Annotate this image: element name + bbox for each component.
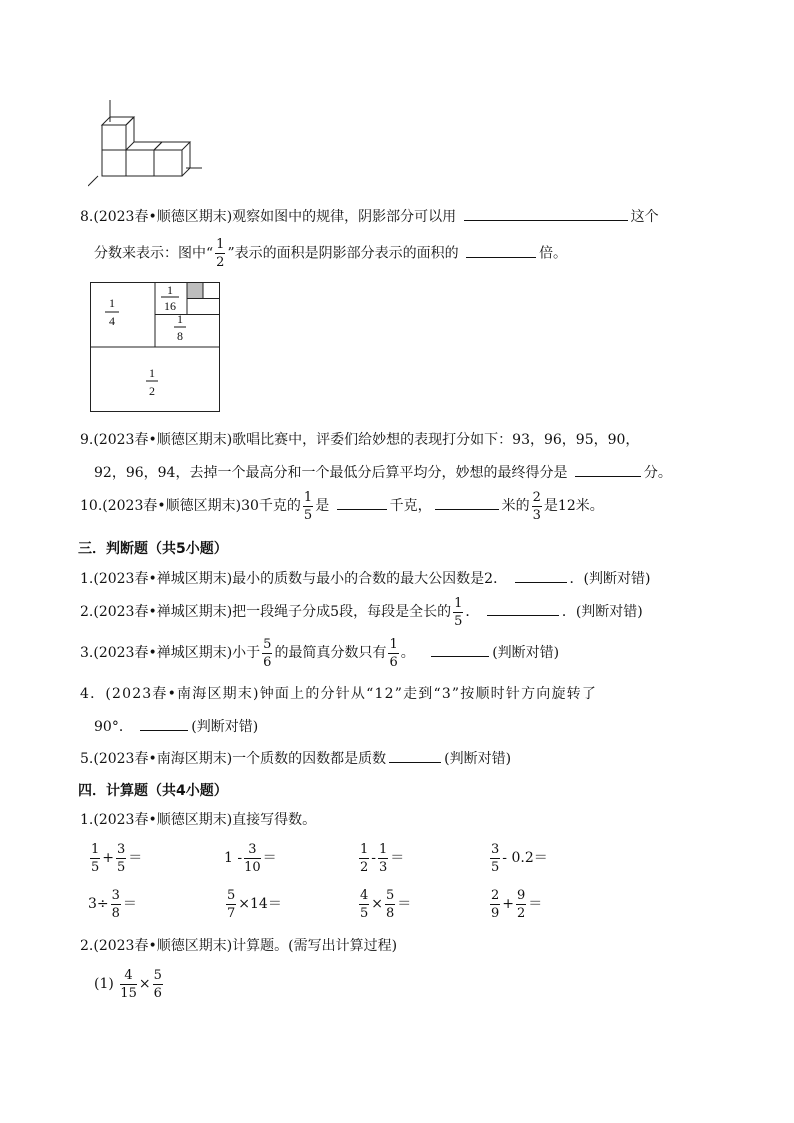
s3-q4-line1: 4．(2023春•南海区期末)钟面上的分针从“12”走到“3”按顺时针方向旋转了 [80, 686, 598, 702]
calc-r1-e3: $\frac{1}{2}$ - $\frac{1}{3}$ ＝ [360, 841, 405, 875]
calc-r2-e2: $\frac{5}{7}$ ×14＝ [227, 887, 282, 921]
s3-q1-blank[interactable] [515, 566, 567, 583]
s3-q5: 5.(2023春•南海区期末)一个质数的因数都是质数 (判断对错) [80, 746, 511, 770]
svg-text:1: 1 [149, 366, 155, 380]
q10-blank-2[interactable] [435, 493, 499, 510]
axis-x [88, 176, 98, 186]
q8-line2: 分数来表示：图中“ $\frac{1}{2}$ ”表示的面积是阴影部分表示的面积的 倍。 [94, 237, 568, 270]
s3-q2-blank[interactable] [487, 599, 559, 616]
s3-q1: 1.(2023春•禅城区期末)最小的质数与最小的合数的最大公因数是2． ．(判断对错) [80, 566, 650, 590]
calc-r1-e2: 1 - $\frac{3}{10}$ ＝ [224, 841, 277, 875]
svg-text:1: 1 [109, 296, 115, 310]
q8-line1: 8.(2023春•顺德区期末)观察如图中的规律，阴影部分可以用 这个 [80, 204, 659, 228]
calc-r1-e4: $\frac{3}{5}$ - 0.2＝ [491, 841, 548, 875]
q9-line2: 92，96，94，去掉一个最高分和一个最低分后算平均分，妙想的最终得分是 分。 [94, 460, 672, 484]
svg-text:8: 8 [177, 329, 183, 343]
s3-q4-blank[interactable] [140, 714, 188, 731]
fraction-square-diagram [89, 281, 221, 413]
svg-text:1: 1 [177, 312, 183, 326]
svg-text:16: 16 [164, 299, 176, 313]
s3-q3-fraction-2: $\frac{1}{6}$ [389, 636, 398, 670]
q10-line: 10.(2023春•顺德区期末)30千克的 $\frac{1}{5}$ 是 千克， 米的 $\frac{2}{3}$ 是12米。 [80, 489, 604, 523]
q9-line1: 9.(2023春•顺德区期末)歌唱比赛中，评委们给妙想的表现打分如下：93，96，95，90， [80, 432, 640, 448]
q8-blank-1[interactable] [464, 204, 628, 221]
s3-q2-fraction: $\frac{1}{5}$ [454, 595, 463, 629]
q10-fraction-2: $\frac{2}{3}$ [532, 489, 541, 523]
svg-text:1: 1 [167, 283, 173, 297]
calc-r2-e3: $\frac{4}{5}$ × $\frac{5}{8}$ ＝ [360, 887, 412, 921]
s4-q2: 2.(2023春•顺德区期末)计算题。(需写出计算过程) [80, 938, 398, 954]
q8-blank-2[interactable] [466, 241, 536, 258]
q9-blank[interactable] [575, 460, 641, 477]
s3-q3-blank[interactable] [431, 640, 489, 657]
s3-q5-blank[interactable] [389, 746, 441, 763]
calc-r2-e1: 3÷ $\frac{3}{8}$ ＝ [88, 887, 137, 921]
svg-text:4: 4 [109, 314, 115, 328]
q10-blank-1[interactable] [337, 493, 387, 510]
cube-figure [88, 100, 208, 190]
q10-fraction-1: $\frac{1}{5}$ [303, 489, 313, 523]
s4-q1: 1.(2023春•顺德区期末)直接写得数。 [80, 812, 317, 828]
s3-q3-fraction-1: $\frac{5}{6}$ [263, 636, 272, 670]
calc-r1-e1: $\frac{1}{5}$ + $\frac{3}{5}$ ＝ [91, 841, 143, 875]
calc-r2-e4: $\frac{2}{9}$ + $\frac{9}{2}$ ＝ [491, 887, 543, 921]
svg-text:2: 2 [149, 384, 155, 398]
section3-title: 三．判断题（共5小题） [78, 541, 228, 557]
s3-q2: 2.(2023春•禅城区期末)把一段绳子分成5段，每段是全长的 $\frac{1}{5}$ ． ．(判断对错) [80, 595, 643, 629]
s4-q2-1: (1) $\frac{4}{15}$ × $\frac{5}{6}$ [94, 967, 162, 1001]
q8-fraction: $\frac{1}{2}$ [216, 237, 225, 270]
s3-q3: 3.(2023春•禅城区期末)小于 $\frac{5}{6}$ 的最简真分数只有 $\frac{1}{6}$ 。 (判断对错) [80, 636, 560, 670]
section4-title: 四．计算题（共4小题） [78, 783, 228, 799]
shaded-region [188, 283, 203, 298]
s3-q4-line2: 90°． (判断对错) [94, 714, 258, 738]
